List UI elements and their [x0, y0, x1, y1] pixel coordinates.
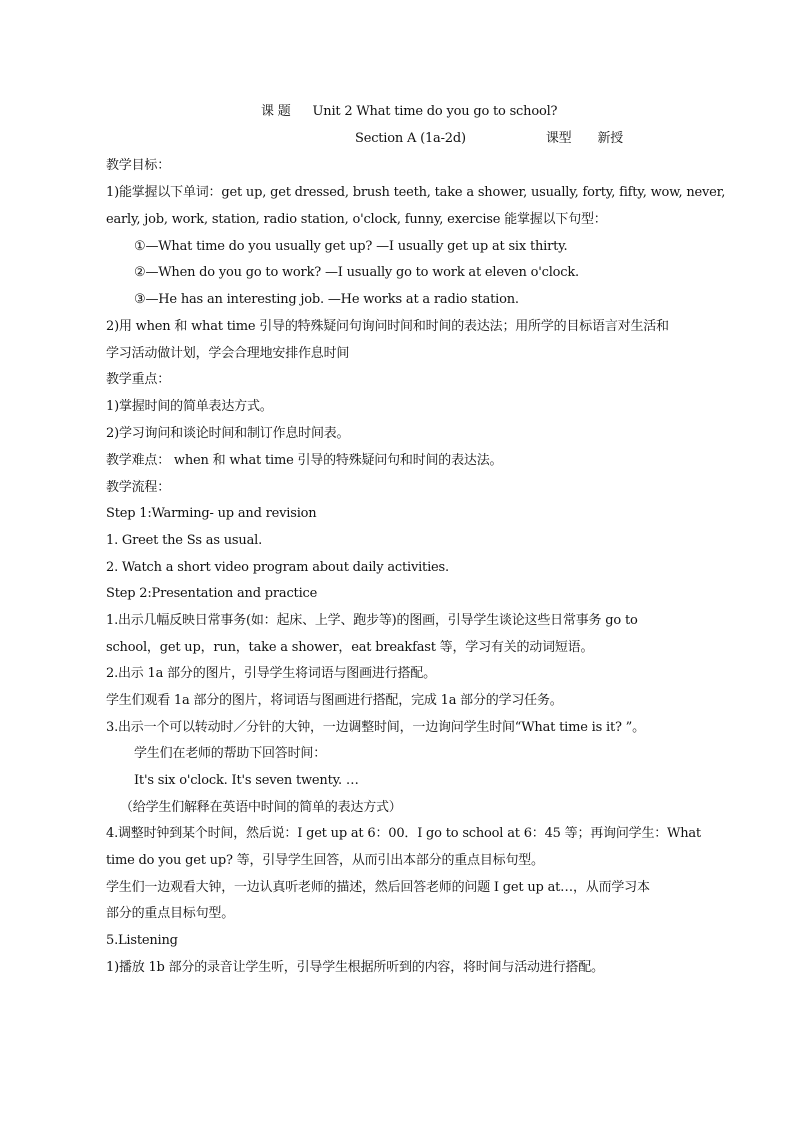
step-2-item-3-note: （给学生们解释在英语中时间的简单的表达方式）	[120, 800, 402, 815]
step-2-item-4-line-1: 4.调整时钟到某个时间，然后说：I get up at 6：00．I go to school at 6：45 等；再询问学生：What	[106, 826, 701, 841]
step-2-item-1-line-2: school，get up，run，take a shower，eat breakfast 等，学习有关的动词短语。	[106, 640, 594, 655]
step-2-item-1-line-1: 1.出示几幅反映日常事务(如：起床、上学、跑步等)的图画，引导学生谈论这些日常事务 go to	[106, 613, 638, 628]
step-2-item-4-student-line-2: 部分的重点目标句型。	[106, 906, 235, 921]
listening-item-1: 1)播放 1b 部分的录音让学生听，引导学生根据所听到的内容，将时间与活动进行搭配。	[106, 960, 604, 975]
step-2-item-3-student: 学生们在老师的帮助下回答时间：	[134, 746, 327, 761]
key-point-1: 1)掌握时间的简单表达方式。	[106, 399, 273, 414]
objective-1-line-2: early, job, work, station, radio station, o'clock, funny, exercise 能掌握以下句型：	[106, 212, 607, 227]
objectives-heading: 教学目标：	[106, 158, 171, 173]
objective-2-line-2: 学习活动做计划，学会合理地安排作息时间	[106, 346, 350, 361]
step-1-heading: Step 1:Warming- up and revision	[106, 506, 317, 521]
key-points-heading: 教学重点：	[106, 372, 171, 387]
step-2-item-4-student-line-1: 学生们一边观看大钟，一边认真听老师的描述，然后回答老师的问题 I get up at…，从而学习本	[106, 880, 650, 895]
step-2-item-2: 2.出示 1a 部分的图片，引导学生将词语与图画进行搭配。	[106, 666, 436, 681]
listening-heading: 5.Listening	[106, 933, 178, 948]
lesson-type-value: 新授	[597, 131, 624, 146]
key-point-2: 2)学习询问和谈论时间和制订作息时间表。	[106, 426, 350, 441]
course-label: 课 题	[261, 104, 291, 119]
section-label: Section A (1a-2d)	[355, 131, 466, 146]
step-1-item-1: 1. Greet the Ss as usual.	[106, 533, 263, 548]
target-sentence-1: ①—What time do you usually get up? —I usually get up at six thirty.	[134, 239, 568, 254]
difficulty-line: 教学难点： when 和 what time 引导的特殊疑问句和时间的表达法。	[106, 453, 503, 468]
step-2-item-2-student: 学生们观看 1a 部分的图片，将词语与图画进行搭配，完成 1a 部分的学习任务。	[106, 693, 563, 708]
course-title: Unit 2 What time do you go to school?	[312, 104, 558, 119]
step-2-item-3-example: It's six o'clock. It's seven twenty. …	[134, 773, 359, 788]
lesson-type-label: 课型	[545, 131, 572, 146]
step-2-item-4-line-2: time do you get up? 等，引导学生回答，从而引出本部分的重点目标句型。	[106, 853, 544, 868]
step-2-heading: Step 2:Presentation and practice	[106, 586, 318, 601]
process-heading: 教学流程：	[106, 480, 171, 495]
step-1-item-2: 2. Watch a short video program about daily activities.	[106, 560, 449, 575]
target-sentence-2: ②—When do you go to work? —I usually go to work at eleven o'clock.	[134, 265, 579, 280]
objective-1-line-1: 1)能掌握以下单词：get up, get dressed, brush teeth, take a shower, usually, forty, fifty, wow, never,	[106, 185, 726, 200]
section-header	[355, 131, 623, 147]
target-sentence-3: ③—He has an interesting job. —He works at a radio station.	[134, 292, 519, 307]
objective-2-line-1: 2)用 when 和 what time 引导的特殊疑问句询问时间和时间的表达法；用所学的目标语言对生活和	[106, 319, 669, 334]
step-2-item-3: 3.出示一个可以转动时／分针的大钟，一边调整时间，一边询问学生时间“What time is it? ”。	[106, 720, 645, 735]
course-header	[261, 104, 557, 120]
